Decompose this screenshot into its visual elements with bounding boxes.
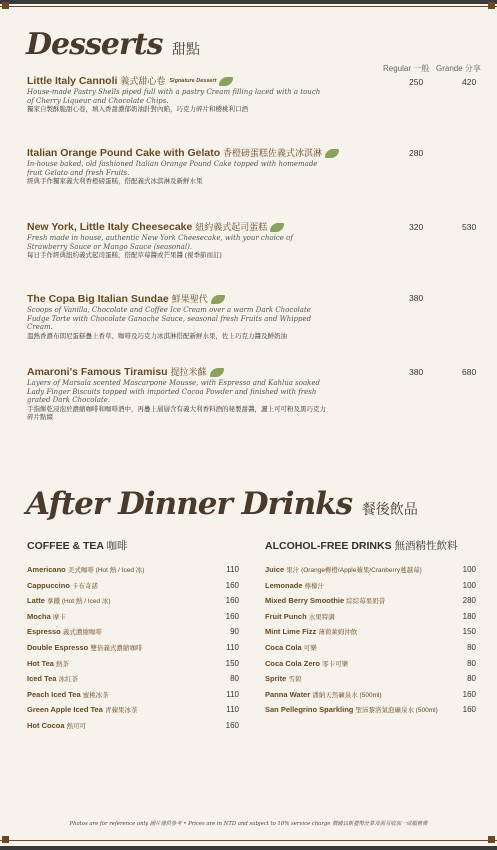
signature-badge: Signature Dessert (169, 78, 217, 85)
menu-row (265, 581, 476, 597)
drink-name-cn: 摩卡 (52, 613, 66, 621)
drink-name-cn: 零卡可樂 (322, 660, 349, 668)
dessert-description: Layers of Marsala scented Mascarpone Mousse, with Espresso and Kahlua soaked Lady Finger Biscuits topped with imported Cocoa Powder and finished with fresh grated Dark Chocolate. (27, 379, 321, 404)
drink-name: Panna Water (265, 689, 311, 699)
menu-row (265, 643, 476, 659)
dessert-name: Little Italy Cannoli (27, 75, 118, 87)
drink-name-cn: 薄荷萊姆沖飲 (318, 629, 358, 637)
drink-price: 110 (226, 705, 239, 715)
coffee-tea-list (27, 565, 239, 737)
menu-row (27, 627, 239, 643)
menu-row (27, 705, 239, 721)
drink-price: 100 (462, 580, 476, 590)
price-regular: 250 (409, 77, 424, 87)
top-border-line (0, 6, 497, 7)
drink-name: Green Apple Iced Tea (27, 705, 103, 715)
drink-price: 150 (462, 627, 476, 637)
menu-row (265, 565, 476, 581)
price-regular: 380 (409, 293, 424, 303)
drink-price: 160 (225, 596, 239, 606)
drink-name: Mint Lime Fizz (265, 627, 317, 637)
drink-name-cn: 綜綜莓果奶昔 (346, 598, 386, 606)
vegetarian-leaf-icon (219, 77, 233, 86)
vegetarian-leaf-icon (211, 295, 225, 304)
drink-name: Iced Tea (27, 674, 57, 684)
menu-row (27, 659, 239, 675)
price-regular: 320 (409, 222, 424, 232)
drink-name: Double Espresso (27, 642, 89, 652)
drink-name-cn: 卡布奇諾 (72, 582, 99, 590)
drink-name-cn: 熱可可 (66, 722, 87, 730)
menu-row (27, 612, 239, 628)
menu-row (27, 581, 239, 597)
alcohol-free-list (265, 565, 476, 721)
dessert-name-cn: 義式甜心卷 (120, 76, 166, 86)
price-grande: 680 (462, 367, 477, 377)
drink-price: 110 (226, 689, 239, 699)
menu-row (27, 565, 239, 581)
dessert-description: Scoops of Vanilla, Chocolate and Coffee Ice Cream over a warm Dark Chocolate Fudge Torte with Chocolate Ganache Sauce, seasonal fresh Fruits and Whipped Cream. (27, 306, 312, 331)
drink-name: Fruit Punch (265, 611, 307, 621)
drink-name: Mixed Berry Smoothie (265, 596, 345, 606)
dessert-item (27, 365, 327, 422)
drink-price: 160 (462, 705, 476, 715)
drink-name: Latte (27, 596, 45, 606)
drink-price: 160 (225, 611, 239, 621)
drink-name: San Pellegrino Sparkling (265, 705, 354, 715)
dessert-description: Fresh made in house, authentic New York Cheesecake, with your choice of Strawberry Sauce or Mango Sauce (seasonal). (27, 234, 293, 251)
drink-name-cn: 美式咖啡 (Hot 熱 / Iced 冰) (67, 567, 145, 574)
menu-row (265, 596, 476, 612)
drink-name: Juice (265, 565, 285, 574)
column-regular-header: Regular 一般 (383, 64, 430, 73)
drink-name: Mocha (27, 611, 51, 621)
price-regular: 380 (409, 367, 424, 377)
drink-price: 150 (225, 658, 239, 668)
dessert-description-cn: 經典手作獨家義大利香橙磅蛋糕，搭配義式冰淇淋及新鮮水果 (27, 178, 203, 185)
drink-name: Hot Tea (27, 658, 54, 668)
drink-price: 110 (226, 565, 239, 574)
dessert-name: Italian Orange Pound Cake with Gelato (27, 147, 221, 159)
dessert-name: The Copa Big Italian Sundae (27, 293, 169, 305)
drink-name: Lemonade (265, 580, 303, 590)
corner-mark (2, 2, 9, 9)
drink-name-cn: 冰紅茶 (58, 676, 79, 684)
dessert-description-cn: 手指餅乾浸泡於濃縮咖啡和咖啡酒中，再疊上層層含有義大利香料酒的秘製甜醬，灑上可可粉及黑巧克力碎片點綴 (27, 405, 326, 421)
dessert-description-cn: 獨家自製酥脆甜心卷，填入香甜濃郁奶油針對內餡，巧克力碎片和櫻桃利口酒 (27, 106, 248, 113)
dessert-name-cn: 香橙磅蛋糕佐義式冰淇淋 (223, 148, 323, 158)
corner-mark (488, 2, 495, 9)
corner-mark (488, 836, 495, 843)
drink-price: 90 (230, 627, 239, 637)
drink-name-cn: 熱茶 (56, 660, 70, 668)
drink-name-cn: 義式濃縮咖啡 (62, 629, 102, 637)
menu-row (265, 690, 476, 706)
drink-name-cn: 潘納天然礦泉水 (500ml) (312, 691, 382, 699)
drinks-title: After Dinner Drinks 餐後飲品 (26, 486, 418, 522)
drink-price: 160 (462, 689, 476, 699)
dessert-item (27, 74, 327, 114)
drink-name-cn: 可樂 (303, 644, 317, 652)
menu-row (27, 596, 239, 612)
drink-name-cn: 蜜桃冰茶 (82, 691, 109, 699)
drink-price: 160 (225, 720, 239, 730)
drink-name-cn: 水果特調 (308, 613, 335, 621)
vegetarian-leaf-icon (270, 223, 284, 232)
footer-note: Photos are for reference only 圖片僅供參考 • Prices are in NTD and subject to 10% service charge 價錢以新臺幣計算及需另收加一成服務費 (69, 821, 428, 827)
desserts-title: Desserts 甜點 (26, 27, 200, 62)
corner-mark (2, 836, 9, 843)
drink-name-cn: 雪碧 (288, 676, 302, 684)
alcohol-free-heading: ALCOHOL-FREE DRINKS 無酒精性飲料 (265, 540, 458, 552)
menu-row (265, 627, 476, 643)
dessert-name-cn: 提拉米蘇 (170, 367, 207, 377)
drink-name: Espresso (27, 627, 61, 637)
dessert-description-cn: 每日手作經典紐約義式起司蛋糕，搭配草莓醬或芒果醬 (視季節而訂) (27, 252, 222, 259)
dessert-description: House-made Pastry Shells piped full with a pastry Cream filling laced with a touch of Cherry Liqueur and Chocolate Chips. (27, 88, 321, 105)
price-regular: 280 (409, 148, 424, 158)
dessert-name-cn: 紐約義式起司蛋糕 (195, 222, 268, 232)
menu-row (27, 721, 239, 737)
menu-row (27, 690, 239, 706)
drink-price: 180 (462, 611, 476, 621)
drink-name: Hot Cocoa (27, 720, 65, 730)
dessert-name-cn: 鮮果聖代 (171, 294, 208, 304)
vegetarian-leaf-icon (210, 368, 224, 377)
drink-name: Americano (27, 565, 66, 574)
menu-row (27, 643, 239, 659)
vegetarian-leaf-icon (325, 149, 339, 158)
dessert-description: In-house baked, old fashioned Italian Orange Pound Cake topped with homemade fruit Gelato and fresh Fruits. (27, 160, 318, 177)
drink-price: 80 (230, 674, 239, 684)
bottom-border (0, 846, 497, 850)
dessert-name: New York, Little Italy Cheesecake (27, 221, 193, 233)
drink-name: Cappuccino (27, 580, 70, 590)
drink-price: 100 (462, 565, 476, 574)
drink-name: Peach Iced Tea (27, 689, 81, 699)
drink-name-cn: 聖沛黎洛氣泡礦泉水 (500ml) (355, 707, 438, 715)
drink-name-cn: 青蘋果冰茶 (104, 707, 138, 715)
drink-name-cn: 檸檬汁 (304, 582, 325, 590)
drink-price: 80 (467, 658, 476, 668)
drink-name: Coca Cola (265, 642, 302, 652)
drink-price: 110 (226, 642, 239, 652)
dessert-item (27, 220, 327, 260)
menu-row (265, 705, 476, 721)
coffee-tea-heading: COFFEE & TEA 咖啡 (27, 540, 128, 552)
price-grande: 420 (462, 77, 477, 87)
drink-name-cn: 雙倍義式濃縮咖啡 (90, 644, 143, 652)
drink-price: 80 (467, 642, 476, 652)
price-grande: 530 (462, 222, 477, 232)
bottom-border-line (0, 840, 497, 841)
column-grande-header: Grande 分享 (436, 64, 481, 73)
drink-price: 280 (462, 596, 476, 606)
drink-name: Sprite (265, 674, 287, 684)
drink-name: Coca Cola Zero (265, 658, 321, 668)
menu-row (265, 659, 476, 675)
dessert-item (27, 292, 327, 341)
drink-name-cn: 果汁 (Orange柳橙/Apple蘋果/Cranberry蔓越莓) (286, 567, 422, 574)
drink-price: 80 (467, 674, 476, 684)
dessert-item (27, 146, 327, 186)
menu-row (27, 674, 239, 690)
dessert-description-cn: 溫熱香濃布朗尼蛋糕疊上香草、咖啡及巧克力冰淇淋搭配新鮮水果，佐上巧克力醬及鮮奶油 (27, 332, 287, 340)
top-border (0, 0, 497, 4)
menu-row (265, 612, 476, 628)
drink-price: 160 (225, 580, 239, 590)
dessert-name: Amaroni's Famous Tiramisu (27, 366, 168, 378)
drink-name-cn: 拿鐵 (Hot 熱 / Iced 冰) (47, 598, 111, 606)
menu-row (265, 674, 476, 690)
